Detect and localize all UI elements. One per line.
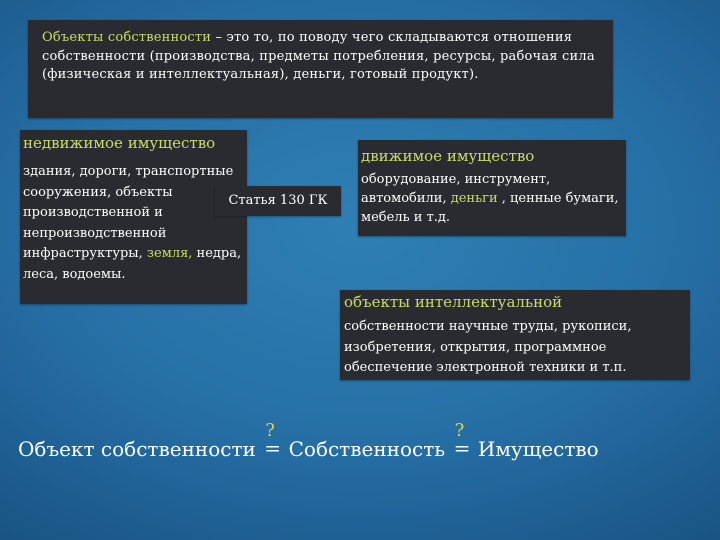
equals-sign: =	[453, 436, 471, 460]
article-label-box	[215, 186, 341, 216]
relation-term-object: Объект собственности	[18, 437, 256, 461]
definition-term: Объекты собственности	[42, 30, 212, 45]
movable-items: оборудование, инструмент, автомобили,	[361, 172, 551, 206]
intellectual-property-heading: объекты интеллектуальной	[344, 293, 563, 311]
immovable-items-end: недра, леса, водоемы.	[23, 246, 242, 282]
equals-sign: =	[264, 436, 281, 460]
relation-term-property: Имущество	[477, 437, 599, 461]
question-mark: ?	[265, 420, 275, 441]
movable-items-end: , ценные бумаги, мебель и т.д.	[361, 191, 619, 225]
article-label: Статья 130 ГК	[228, 193, 328, 208]
questionable-equals-2	[452, 420, 472, 460]
definition-text	[42, 29, 602, 85]
definition-box	[28, 20, 613, 118]
immovable-property-box	[20, 130, 247, 304]
questionable-equals-1	[262, 420, 282, 460]
intellectual-property-box	[340, 290, 690, 380]
intellectual-property-text: собственности научные труды, рукописи, изобретения, открытия, программное обеспечение электронной техники и т.п.	[344, 319, 632, 375]
money-highlight: деньги	[450, 191, 498, 206]
immovable-property-heading: недвижимое имущество	[23, 134, 216, 152]
relation-row	[18, 420, 599, 461]
land-highlight: земля,	[146, 246, 193, 261]
question-mark: ?	[454, 420, 465, 441]
movable-property-heading: движимое имущество	[361, 147, 535, 165]
relation-term-ownership: Собственность	[288, 437, 446, 461]
movable-property-text	[361, 170, 623, 227]
immovable-property-text	[23, 162, 245, 285]
definition-rest: – это то, по поводу чего складываются отношения собственности (производства, предметы потребления, ресурсы, рабочая сила (физическая и интеллектуальная), деньги, готовый продукт).	[42, 30, 595, 82]
movable-property-box	[358, 140, 626, 236]
immovable-items: здания, дороги, транспортные сооружения, объекты производственной и непроизводственной инфраструктуры,	[23, 164, 234, 261]
